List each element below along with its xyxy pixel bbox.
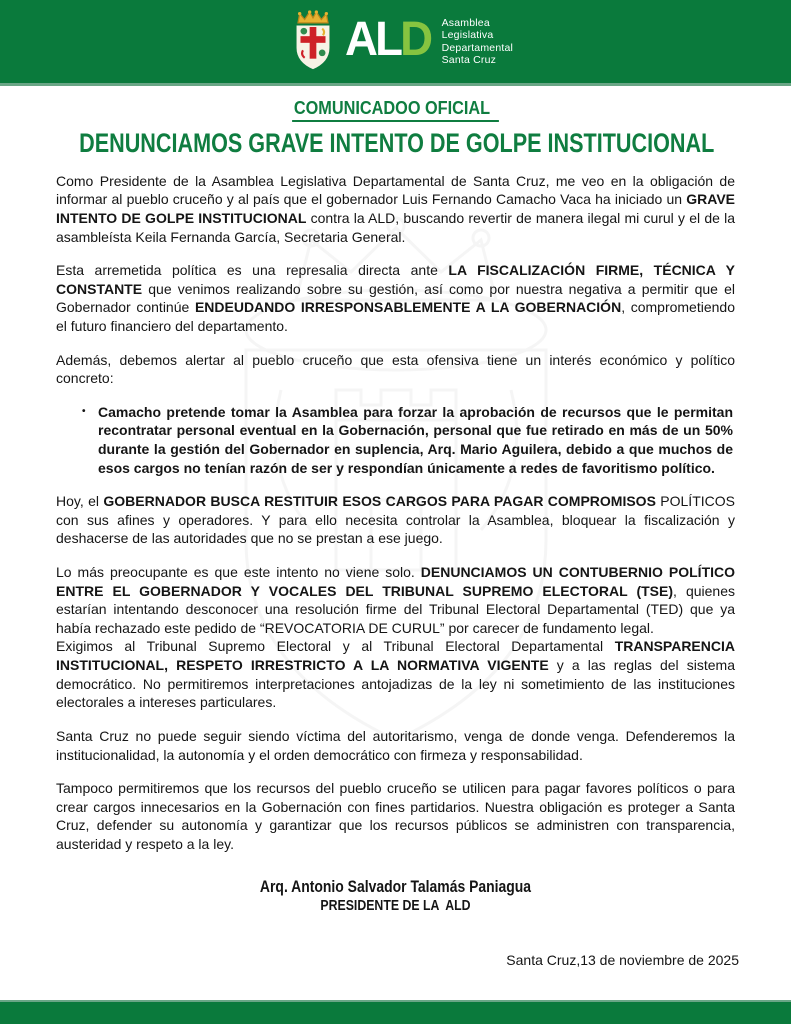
signatory-name: Arq. Antonio Salvador Talamás Paniagua <box>259 876 532 896</box>
paragraph-text: Esta arremetida política es una represalia directa ante LA FISCALIZACIÓN FIRME, TÉCNICA Y CONSTANTE que venimos realizando sobre su gestión, así como por nuestra negativa a permitir que el Gobernador continúe ENDEUDANDO IRRESPONSABLEMENTE A LA GOBERNACIÓN, comprometiendo el futuro financiero del departamento. <box>56 262 735 334</box>
paragraph <box>56 492 735 548</box>
paragraph <box>56 727 735 764</box>
paragraph <box>56 172 735 246</box>
dateline: Santa Cruz,13 de noviembre de 2025 <box>506 951 739 968</box>
paragraph-text: Camacho pretende tomar la Asamblea para forzar la aprobación de recursos que le permitan recontratar personal eventual en la Gobernación, personal que fue retirado en más de un 50% durante la gestión del Gobernador en suplencia, Arq. Mario Aguilera, debido a que muchos de esos cargos no tenían razón de ser y respondían únicamente a redes de favoritismo político. <box>98 403 733 476</box>
org-line: Legislativa <box>441 29 494 42</box>
paragraph-text: Exigimos al Tribunal Supremo Electoral y al Tribunal Electoral Departamental TRANSPARENCIA INSTITUCIONAL, RESPETO IRRESTRICTO A LA NORMATIVA VIGENTE y a las reglas del sistema democrático. No permitiremos interpretaciones antojadizas de la ley ni sometimiento de las instituciones electorales a intereses particulares. <box>56 638 735 711</box>
header-band <box>0 0 791 86</box>
org-line: Santa Cruz <box>441 53 497 66</box>
body-paragraphs <box>0 159 791 854</box>
paragraph <box>56 563 735 637</box>
paragraph <box>56 779 735 853</box>
paragraph-text: Santa Cruz no puede seguir siendo víctima del autoritarismo, venga de donde venga. Defenderemos la institucionalidad, la autonomía y el orden democrático con firmeza y responsabilidad. <box>56 727 735 763</box>
kicker-row <box>0 97 791 122</box>
paragraph <box>56 637 735 711</box>
signature-block <box>0 876 791 916</box>
bullet-dot-icon: • <box>82 405 86 417</box>
ald-letter-l: L <box>375 12 401 66</box>
org-name <box>442 17 513 67</box>
org-line: Departamental <box>441 41 514 54</box>
paragraph-text: Además, debemos alertar al pueblo cruceño que esta ofensiva tiene un interés económico y político concreto: <box>56 351 735 387</box>
paragraph <box>56 261 735 335</box>
ald-letter-a: A <box>344 12 376 66</box>
ald-wordmark <box>344 12 431 68</box>
org-line: Asamblea <box>441 16 490 29</box>
bullet-item <box>82 403 733 477</box>
paragraph-text: Tampoco permitiremos que los recursos del pueblo cruceño se utilicen para pagar favores políticos o para crear cargos innecesarios en la Gobernación con fines partidarios. Nuestra obligación es proteger a Santa Cruz, defender su autonomía y garantizar que los recursos públicos se administren con transparencia, austeridad y respeto a la ley. <box>56 780 735 852</box>
ald-letter-d: D <box>400 12 431 66</box>
ald-logo <box>288 10 513 74</box>
headline: DENUNCIAMOS GRAVE INTENTO DE GOLPE INSTITUCIONAL <box>79 128 715 158</box>
paragraph-text: Como Presidente de la Asamblea Legislativa Departamental de Santa Cruz, me veo en la obligación de informar al pueblo cruceño y al país que el gobernador Luis Fernando Camacho Vaca ha iniciado un GRAVE INTENTO DE GOLPE INSTITUCIONAL contra la ALD, buscando revertir de manera ilegal mi curul y el de la asambleísta Keila Fernanda García, Secretaria General. <box>56 172 735 245</box>
document-content <box>0 97 791 968</box>
paragraph <box>56 351 735 388</box>
paragraph-text: Hoy, el GOBERNADOR BUSCA RESTITUIR ESOS CARGOS PARA PAGAR COMPROMISOS POLÍTICOS con sus afines y operadores. Y para ello necesita controlar la Asamblea, bloquear la fiscalización y deshacerse de las autoridades que no se prestan a ese juego. <box>56 493 735 547</box>
footer-band <box>0 1000 791 1024</box>
paragraph-text: Lo más preocupante es que este intento no viene solo. DENUNCIAMOS UN CONTUBERNIO POLÍTICO ENTRE EL GOBERNADOR Y VOCALES DEL TRIBUNAL SUPREMO ELECTORAL (TSE), quienes estarían intentando desconocer una resolución firme del Tribunal Electoral Departamental (TED) que ya había rechazado este pedido de “REVOCATORIA DE CURUL” por carecer de fundamento legal. <box>56 564 736 636</box>
kicker-title: COMUNICADOO OFICIAL <box>292 97 499 122</box>
signatory-role: PRESIDENTE DE LA ALD <box>320 896 471 914</box>
coat-of-arms-icon <box>288 10 338 74</box>
